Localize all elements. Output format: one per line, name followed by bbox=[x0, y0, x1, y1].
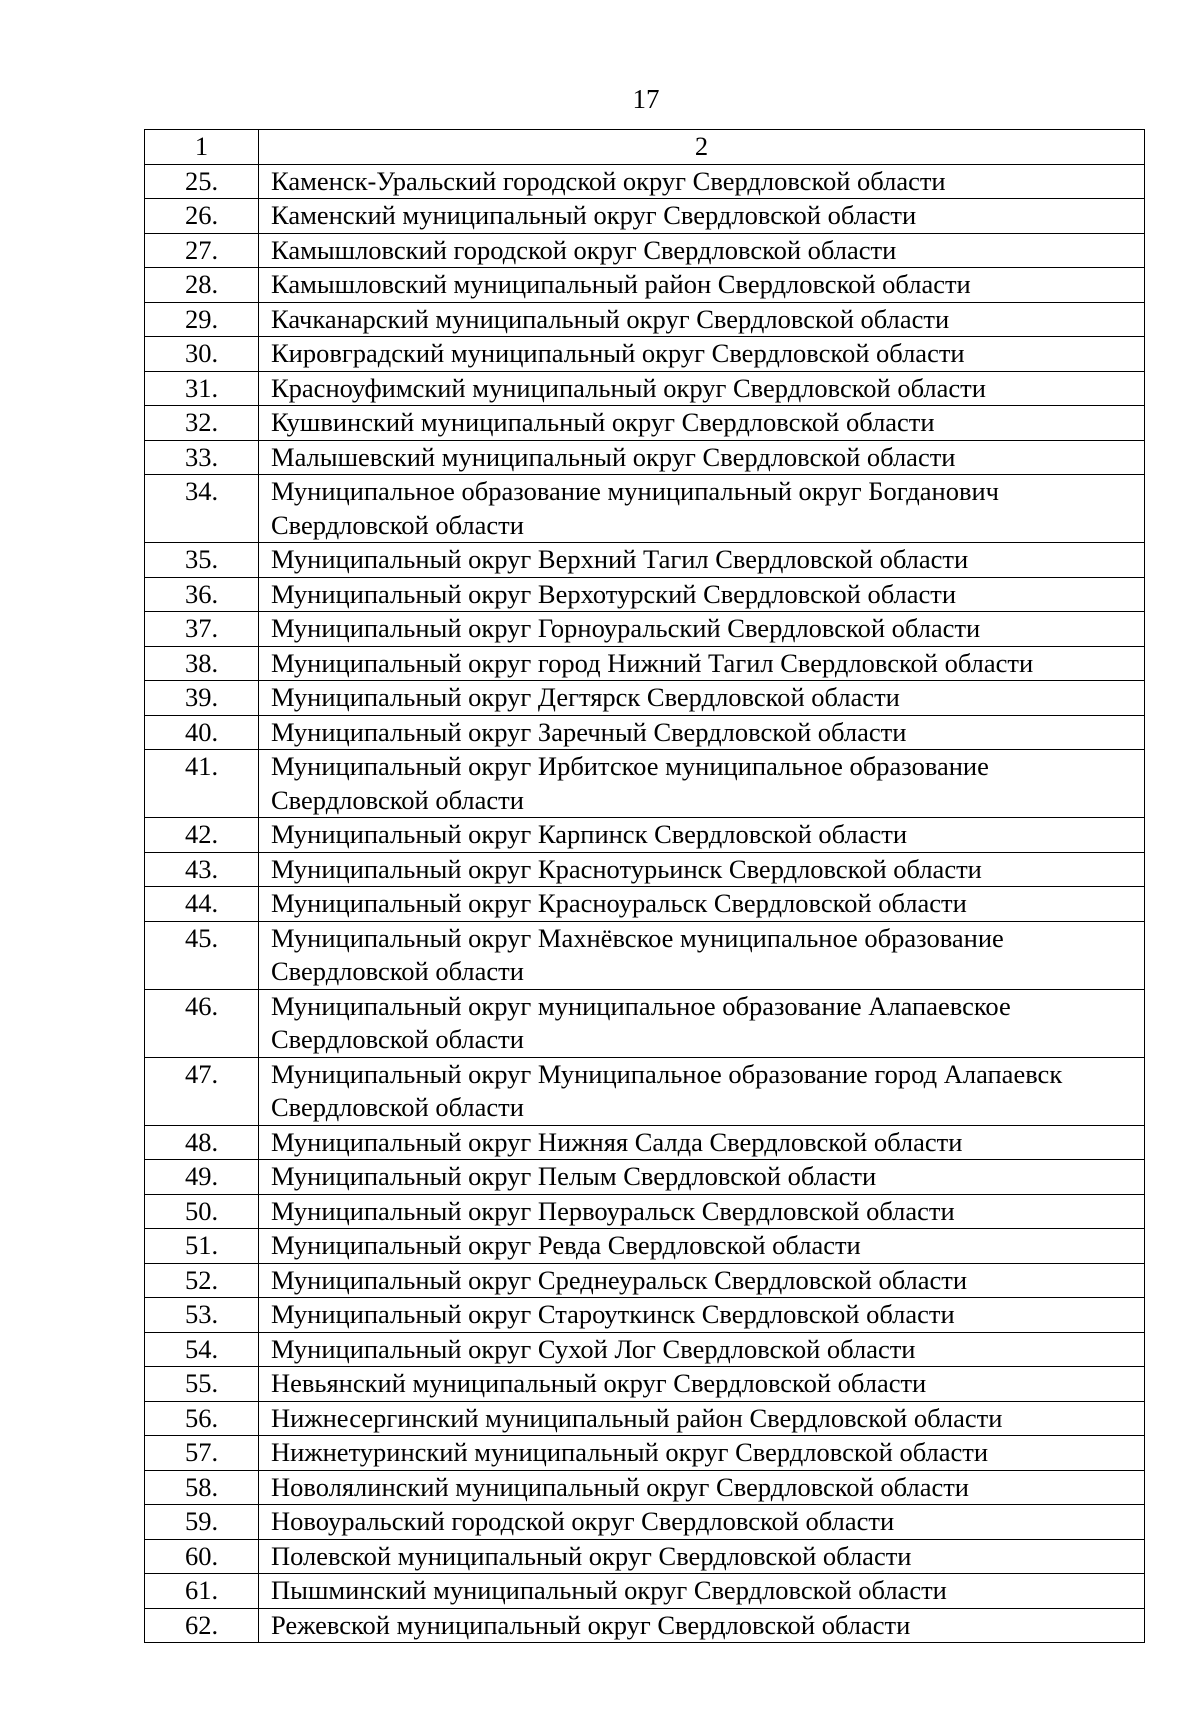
municipality-name: Качканарский муниципальный округ Свердловской области bbox=[259, 302, 1145, 337]
row-number: 53. bbox=[145, 1298, 259, 1333]
table-row bbox=[145, 1298, 1145, 1333]
table-row bbox=[145, 577, 1145, 612]
municipality-name: Нижнесергинский муниципальный район Свердловской области bbox=[259, 1401, 1145, 1436]
table-row bbox=[145, 1125, 1145, 1160]
table-row bbox=[145, 1332, 1145, 1367]
table-row bbox=[145, 715, 1145, 750]
table-row bbox=[145, 1263, 1145, 1298]
column-header-number: 1 bbox=[145, 130, 259, 165]
municipality-name: Каменский муниципальный округ Свердловской области bbox=[259, 199, 1145, 234]
table-row bbox=[145, 852, 1145, 887]
municipality-name: Кировградский муниципальный округ Свердловской области bbox=[259, 337, 1145, 372]
municipality-name: Муниципальный округ Краснотурьинск Свердловской области bbox=[259, 852, 1145, 887]
table-row bbox=[145, 1436, 1145, 1471]
row-number: 28. bbox=[145, 268, 259, 303]
municipality-name: Муниципальный округ Красноуральск Свердловской области bbox=[259, 887, 1145, 922]
table-row bbox=[145, 612, 1145, 647]
municipality-name: Муниципальный округ Верхотурский Свердловской области bbox=[259, 577, 1145, 612]
row-number: 50. bbox=[145, 1194, 259, 1229]
table-row bbox=[145, 646, 1145, 681]
municipality-name: Режевской муниципальный округ Свердловской области bbox=[259, 1608, 1145, 1643]
table-row bbox=[145, 337, 1145, 372]
municipality-name: Муниципальный округ Пелым Свердловской области bbox=[259, 1160, 1145, 1195]
row-number: 39. bbox=[145, 681, 259, 716]
municipality-name: Муниципальный округ Ревда Свердловской области bbox=[259, 1229, 1145, 1264]
row-number: 46. bbox=[145, 989, 259, 1057]
row-number: 27. bbox=[145, 233, 259, 268]
table-row bbox=[145, 1574, 1145, 1609]
municipality-name: Муниципальный округ Дегтярск Свердловской области bbox=[259, 681, 1145, 716]
municipality-name: Муниципальный округ Карпинск Свердловской области bbox=[259, 818, 1145, 853]
table-row bbox=[145, 1367, 1145, 1402]
municipality-name: Муниципальный округ муниципальное образование Алапаевское Свердловской области bbox=[259, 989, 1145, 1057]
table-row bbox=[145, 921, 1145, 989]
table-row bbox=[145, 371, 1145, 406]
row-number: 29. bbox=[145, 302, 259, 337]
municipality-name: Муниципальное образование муниципальный округ Богданович Свердловской области bbox=[259, 475, 1145, 543]
row-number: 55. bbox=[145, 1367, 259, 1402]
table-header-row bbox=[145, 130, 1145, 165]
row-number: 33. bbox=[145, 440, 259, 475]
table-row bbox=[145, 1539, 1145, 1574]
table-row bbox=[145, 302, 1145, 337]
table-row bbox=[145, 681, 1145, 716]
row-number: 61. bbox=[145, 1574, 259, 1609]
table-row bbox=[145, 233, 1145, 268]
table-row bbox=[145, 1229, 1145, 1264]
row-number: 62. bbox=[145, 1608, 259, 1643]
row-number: 25. bbox=[145, 164, 259, 199]
municipality-name: Муниципальный округ Среднеуральск Свердловской области bbox=[259, 1263, 1145, 1298]
row-number: 40. bbox=[145, 715, 259, 750]
table-row bbox=[145, 199, 1145, 234]
municipality-name: Камышловский муниципальный район Свердловской области bbox=[259, 268, 1145, 303]
table-row bbox=[145, 989, 1145, 1057]
row-number: 49. bbox=[145, 1160, 259, 1195]
municipality-name: Невьянский муниципальный округ Свердловской области bbox=[259, 1367, 1145, 1402]
municipality-name: Новоуральский городской округ Свердловской области bbox=[259, 1505, 1145, 1540]
table-row bbox=[145, 440, 1145, 475]
row-number: 57. bbox=[145, 1436, 259, 1471]
row-number: 60. bbox=[145, 1539, 259, 1574]
table-row bbox=[145, 1057, 1145, 1125]
table-row bbox=[145, 1505, 1145, 1540]
row-number: 45. bbox=[145, 921, 259, 989]
row-number: 38. bbox=[145, 646, 259, 681]
row-number: 44. bbox=[145, 887, 259, 922]
municipality-name: Новолялинский муниципальный округ Свердловской области bbox=[259, 1470, 1145, 1505]
table-row bbox=[145, 164, 1145, 199]
column-header-name: 2 bbox=[259, 130, 1145, 165]
row-number: 52. bbox=[145, 1263, 259, 1298]
municipality-name: Кушвинский муниципальный округ Свердловской области bbox=[259, 406, 1145, 441]
municipality-name: Полевской муниципальный округ Свердловской области bbox=[259, 1539, 1145, 1574]
municipality-name: Муниципальный округ Муниципальное образование город Алапаевск Свердловской области bbox=[259, 1057, 1145, 1125]
row-number: 34. bbox=[145, 475, 259, 543]
table-row bbox=[145, 1608, 1145, 1643]
municipality-name: Муниципальный округ Нижняя Салда Свердловской области bbox=[259, 1125, 1145, 1160]
row-number: 47. bbox=[145, 1057, 259, 1125]
row-number: 41. bbox=[145, 750, 259, 818]
municipality-name: Муниципальный округ Махнёвское муниципальное образование Свердловской области bbox=[259, 921, 1145, 989]
table-row bbox=[145, 887, 1145, 922]
row-number: 30. bbox=[145, 337, 259, 372]
municipality-name: Каменск-Уральский городской округ Свердловской области bbox=[259, 164, 1145, 199]
table-row bbox=[145, 750, 1145, 818]
municipality-name: Муниципальный округ Староуткинск Свердловской области bbox=[259, 1298, 1145, 1333]
municipality-name: Муниципальный округ Верхний Тагил Свердловской области bbox=[259, 543, 1145, 578]
row-number: 35. bbox=[145, 543, 259, 578]
municipality-name: Камышловский городской округ Свердловской области bbox=[259, 233, 1145, 268]
municipality-name: Муниципальный округ Сухой Лог Свердловской области bbox=[259, 1332, 1145, 1367]
table-row bbox=[145, 543, 1145, 578]
row-number: 43. bbox=[145, 852, 259, 887]
row-number: 31. bbox=[145, 371, 259, 406]
row-number: 58. bbox=[145, 1470, 259, 1505]
row-number: 37. bbox=[145, 612, 259, 647]
municipality-name: Нижнетуринский муниципальный округ Свердловской области bbox=[259, 1436, 1145, 1471]
table-row bbox=[145, 406, 1145, 441]
row-number: 48. bbox=[145, 1125, 259, 1160]
municipality-name: Муниципальный округ Горноуральский Свердловской области bbox=[259, 612, 1145, 647]
row-number: 51. bbox=[145, 1229, 259, 1264]
municipality-name: Муниципальный округ Ирбитское муниципальное образование Свердловской области bbox=[259, 750, 1145, 818]
row-number: 54. bbox=[145, 1332, 259, 1367]
table-row bbox=[145, 475, 1145, 543]
row-number: 56. bbox=[145, 1401, 259, 1436]
row-number: 42. bbox=[145, 818, 259, 853]
table-row bbox=[145, 1194, 1145, 1229]
row-number: 26. bbox=[145, 199, 259, 234]
municipality-name: Красноуфимский муниципальный округ Свердловской области bbox=[259, 371, 1145, 406]
municipality-name: Муниципальный округ Первоуральск Свердловской области bbox=[259, 1194, 1145, 1229]
table-row bbox=[145, 818, 1145, 853]
table-row bbox=[145, 1401, 1145, 1436]
municipality-name: Пышминский муниципальный округ Свердловской области bbox=[259, 1574, 1145, 1609]
page-number: 17 bbox=[632, 84, 660, 114]
municipality-name: Малышевский муниципальный округ Свердловской области bbox=[259, 440, 1145, 475]
row-number: 36. bbox=[145, 577, 259, 612]
table-row bbox=[145, 268, 1145, 303]
table-row bbox=[145, 1160, 1145, 1195]
row-number: 32. bbox=[145, 406, 259, 441]
table-body bbox=[145, 130, 1145, 1643]
table-row bbox=[145, 1470, 1145, 1505]
municipalities-table bbox=[144, 129, 1145, 1643]
municipality-name: Муниципальный округ город Нижний Тагил Свердловской области bbox=[259, 646, 1145, 681]
row-number: 59. bbox=[145, 1505, 259, 1540]
municipality-name: Муниципальный округ Заречный Свердловской области bbox=[259, 715, 1145, 750]
